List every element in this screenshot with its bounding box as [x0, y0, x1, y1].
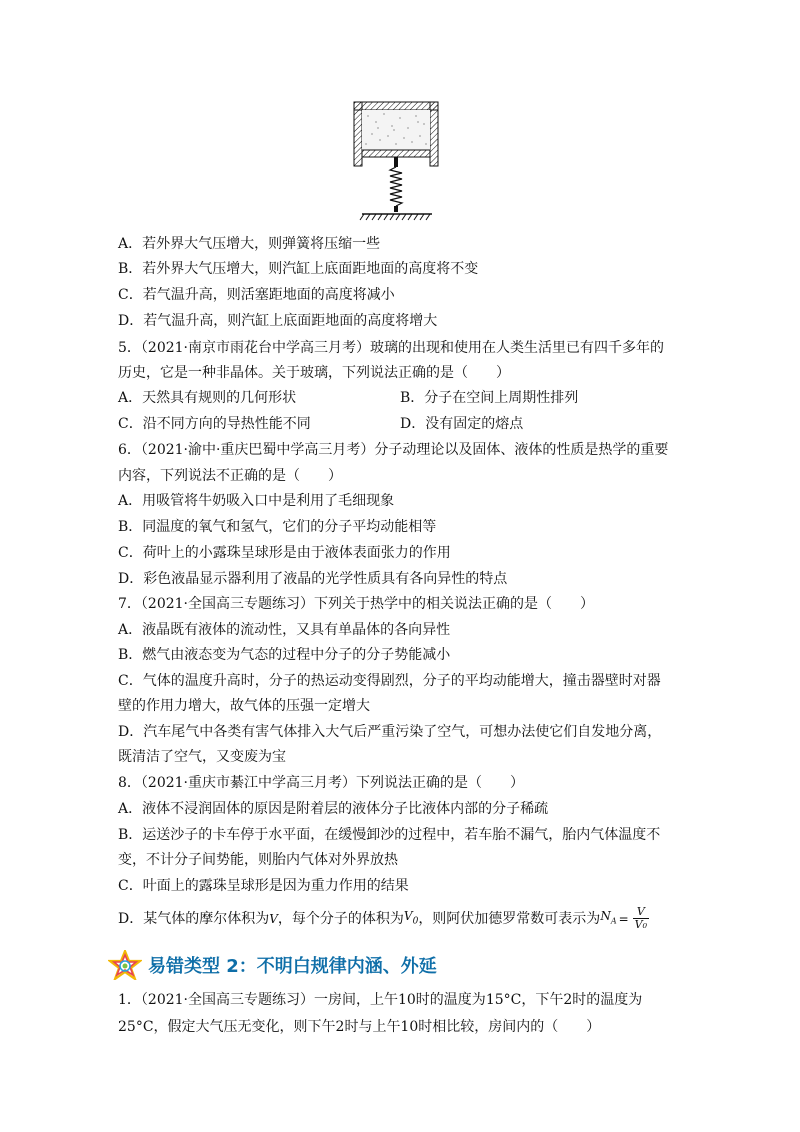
q7-option-a: A．液晶既有液体的流动性，又具有单晶体的各向异性: [118, 622, 451, 638]
q4-option-a: A．若外界大气压增大，则弹簧将压缩一些: [118, 236, 381, 252]
q8-option-a: A．液体不浸润固体的原因是附着层的液体分子比液体内部的分子稀疏: [118, 801, 549, 817]
q5-option-d: D．没有固定的熔点: [400, 416, 524, 432]
q7-stem: 7．（2021·全国高三专题练习）下列关于热学中的相关说法正确的是（ ）: [118, 596, 594, 612]
v0-base: V: [403, 909, 413, 923]
q7-option-c-line1: C．气体的温度升高时，分子的热运动变得剧烈，分子的平均动能增大，撞击器壁时对器: [118, 673, 661, 689]
q7-option-b: B．燃气由液态变为气态的过程中分子的分子势能减小: [118, 647, 451, 663]
q5-option-a: A．天然具有规则的几何形状: [118, 390, 297, 406]
q6-option-c: C．荷叶上的小露珠呈球形是由于液体表面张力的作用: [118, 545, 451, 561]
q5-stem-line1: 5．（2021·南京市雨花台中学高三月考）玻璃的出现和使用在人类生活里已有四千多年的: [118, 340, 664, 356]
rainbow-star-icon: [108, 950, 142, 980]
section-title: 易错类型 2：不明白规律内涵、外延: [148, 956, 437, 977]
avogadro-formula-lhs: [600, 906, 616, 931]
q5-option-b: B．分子在空间上周期性排列: [400, 390, 579, 406]
q6-option-b: B．同温度的氧气和氢气，它们的分子平均动能相等: [118, 519, 437, 535]
q7-option-d-line2: 既清洁了空气，又变废为宝: [118, 749, 286, 765]
temperature-afternoon: 25°C: [118, 1019, 154, 1035]
v0-subscript: 0: [412, 916, 419, 927]
q1-line1: [118, 990, 642, 1010]
q8-option-d-text-post: ，则阿伏加德罗常数可表示为: [418, 910, 601, 927]
q8-option-b-line2: 变，不计分子间势能，则胎内气体对外界放热: [118, 852, 398, 868]
q7-option-c-line2: 壁的作用力增大，故气体的压强一定增大: [118, 698, 370, 714]
fraction-numerator: V: [633, 906, 649, 919]
avogadro-symbol: N: [600, 909, 611, 923]
q8-option-c: C．叶面上的露珠呈球形是因为重力作用的结果: [118, 878, 409, 894]
q5-option-c: C．沿不同方向的导热性能不同: [118, 416, 311, 432]
q6-option-d: D．彩色液晶显示器利用了液晶的光学性质具有各向异性的特点: [118, 571, 508, 587]
q1-line1-pre: 1．（2021·全国高三专题练习）一房间，上午10时的温度为: [118, 992, 486, 1008]
molar-volume-symbol: V: [269, 911, 278, 926]
q1-line2: [118, 1017, 600, 1037]
temperature-morning: 15°C: [485, 992, 522, 1008]
q6-stem-line2: 内容，下列说法不正确的是（ ）: [118, 468, 342, 484]
formula-equals: =: [618, 911, 629, 926]
avogadro-subscript: A: [610, 916, 617, 926]
q8-option-d: [118, 906, 651, 931]
q6-option-a: A．用吸管将牛奶吸入口中是利用了毛细现象: [118, 493, 395, 509]
q8-option-d-text-pre: D．某气体的摩尔体积为: [118, 910, 270, 927]
section-heading: [108, 950, 437, 980]
molecule-volume-symbol: [404, 906, 418, 931]
q4-option-d: D．若气温升高，则汽缸上底面距地面的高度将增大: [118, 313, 438, 329]
q8-option-b-line1: B．运送沙子的卡车停于水平面，在缓慢卸沙的过程中，若车胎不漏气，胎内气体温度不: [118, 827, 661, 843]
q7-option-d-line1: D．汽车尾气中各类有害气体排入大气后严重污染了空气，可想办法使它们自发地分离，: [118, 724, 662, 740]
q5-stem-line2: 历史，它是一种非晶体。关于玻璃，下列说法正确的是（ ）: [118, 365, 510, 381]
q8-option-d-text-mid: ，每个分子的体积为: [277, 910, 404, 927]
q6-stem-line1: 6．（2021·渝中·重庆巴蜀中学高三月考）分子动理论以及固体、液体的性质是热学的重要: [118, 442, 669, 458]
fraction-denominator: V₀: [634, 918, 648, 932]
q1-line2-text: ，假定大气压无变化，则下午2时与上午10时相比较，房间内的（ ）: [153, 1019, 601, 1035]
q1-line1-post: ，下午2时的温度为: [521, 992, 643, 1008]
avogadro-fraction: [633, 906, 649, 931]
cylinder-piston-spring-figure: [348, 98, 444, 224]
q4-option-c: C．若气温升高，则活塞距地面的高度将减小: [118, 287, 395, 303]
q8-stem: 8．（2021·重庆市綦江中学高三月考）下列说法正确的是（ ）: [118, 775, 524, 791]
q4-option-b: B．若外界大气压增大，则汽缸上底面距地面的高度将不变: [118, 261, 479, 277]
